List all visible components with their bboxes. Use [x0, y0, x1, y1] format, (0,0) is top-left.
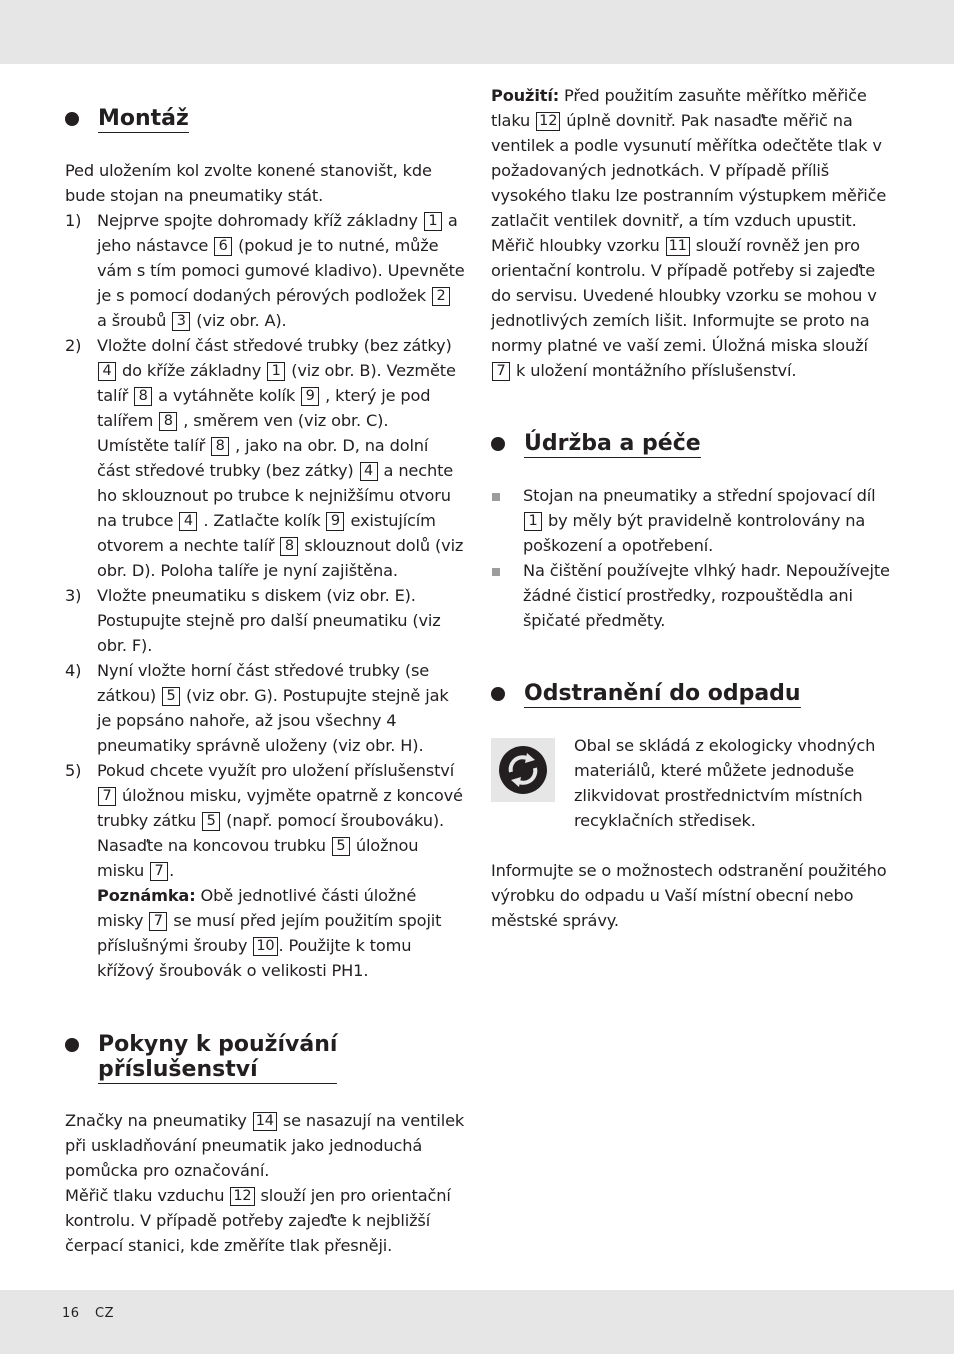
odpad-section [574, 733, 894, 833]
note-text: Obě jednotlivé části úložné misky 7 se musí před jejím použitím spojit příslušnými šrouby 10 . Použijte k tomu křížový šroubovák o velikosti PH1. [97, 886, 442, 980]
montaz-step: 4) Nyní vložte horní část středové trubky (se zátkou) 5 (viz obr. G). Postupujte stejně jak je popsáno nahoře, až jsou všechny 4 pneumatiky správně uloženy (viz obr. H). [65, 658, 465, 758]
language-code: CZ [95, 1306, 114, 1321]
step-number: 2) [65, 336, 82, 355]
part-number-box: 5 [202, 812, 220, 831]
montaz-step: 2) Vložte dolní část středové trubky (bez zátky) 4 do kříže základny 1 (viz obr. B). Vezměte talíř 8 a vytáhněte kolík 9 , který je pod talířem 8 , směrem ven (viz obr. C). Umístěte talíř 8 , jako na obr. D, na dolní část středové trubky (bez zátky) 4 a nechte ho sklouznout po trubce k nejnižšímu otvoru na trubce 4 . Zatlačte kolík 9 existujícím otvorem a nechte talíř 8 sklouznout dolů (viz obr. D). Poloha talíře je nyní zajištěna. [65, 333, 465, 583]
part-number-box: 7 [492, 362, 510, 381]
part-number-box: 9 [301, 387, 319, 406]
pouziti-paragraph: Použití: Před použitím zasuňte měřítko měřiče tlaku 12 úplně dovnitř. Pak nasaďte měřič na ventilek a podle vysunutí měřítka odečtěte tlak v požadovaných jednotkách. V případě příliš vysokého tlaku lze postranním výstupkem měřiče zatlačit ventilek dovnitř, a tím vzduch upustit. Měřič hloubky vzorku 11 slouží rovněž jen pro orientační kontrolu. V případě potřeby si zajeďte do servisu. Uvedené hloubky vzorku se mohou v jednotlivých zemích lišit. Informujte se proto na normy platné ve vaší zemi. Úložná miska slouží 7 k uložení montážního příslušenství. [491, 86, 887, 380]
udrzba-list [491, 483, 891, 633]
montaz-steps [65, 208, 465, 883]
part-number-box: 4 [360, 462, 378, 481]
part-number-box: 12 [536, 112, 560, 131]
part-number-box: 1 [267, 362, 285, 381]
montaz-section [65, 158, 465, 983]
part-number-box: 12 [230, 1187, 254, 1206]
bullet-dot [65, 1038, 79, 1052]
odpad-paragraph-1: Obal se skládá z ekologicky vhodných materiálů, které můžete jednoduše zlikvidovat prostřednictvím místních recyklačních středisek. [574, 736, 876, 830]
pokyny-paragraph-1: Značky na pneumatiky 14 se nasazují na ventilek při uskladňování pneumatik jako jednoduchá pomůcka pro označování. [65, 1111, 465, 1180]
part-number-box: 9 [326, 512, 344, 531]
part-number-box: 4 [98, 362, 116, 381]
odpad-paragraph-2: Informujte se o možnostech odstranění použitého výrobku do odpadu u Vaší místní obecní nebo městské správy. [491, 861, 887, 930]
square-bullet-icon [492, 568, 500, 576]
montaz-note [65, 883, 465, 983]
recycling-icon [491, 738, 555, 802]
part-number-box: 10 [253, 937, 277, 956]
note-label: Poznámka: [97, 886, 196, 905]
pokyny-section [65, 1108, 465, 1258]
odpad-section-2 [491, 858, 891, 933]
step-number: 1) [65, 211, 82, 230]
montaz-step: 1) Nejprve spojte dohromady kříž základny 1 a jeho nástavce 6 (pokud je to nutné, může vám s tím pomoci gumové kladivo). Upevněte je s pomocí dodaných pérových podložek 2 a šroubů 3 (viz obr. A). [65, 208, 465, 333]
bullet-dot [65, 112, 79, 126]
part-number-box: 5 [162, 687, 180, 706]
part-number-box: 11 [666, 237, 690, 256]
list-item: Na čištění používejte vlhký hadr. Nepoužívejte žádné čisticí prostředky, rozpouštědla ani špičaté předměty. [491, 558, 891, 633]
step-number: 3) [65, 586, 82, 605]
part-number-box: 2 [432, 287, 450, 306]
bullet-dot [491, 687, 505, 701]
part-number-box: 1 [524, 512, 542, 531]
part-number-box: 5 [332, 837, 350, 856]
part-number-box: 7 [150, 862, 168, 881]
pouziti-label: Použití: [491, 86, 560, 105]
part-number-box: 3 [172, 312, 190, 331]
part-number-box: 8 [134, 387, 152, 406]
bottom-bar [0, 1290, 954, 1354]
top-bar [0, 0, 954, 64]
bullet-dot [491, 437, 505, 451]
pokyny-paragraph-2: Měřič tlaku vzduchu 12 slouží jen pro orientační kontrolu. V případě potřeby zajeďte k nejbližší čerpací stanici, kde změříte tlak přesněji. [65, 1186, 451, 1255]
montaz-intro: Ped uložením kol zvolte konené stanovišt, kde bude stojan na pneumatiky stát. [65, 161, 432, 205]
part-number-box: 14 [253, 1112, 277, 1131]
part-number-box: 4 [179, 512, 197, 531]
part-number-box: 7 [149, 912, 167, 931]
montaz-step: 5) Pokud chcete využít pro uložení příslušenství 7 úložnou misku, vyjměte opatrně z koncové trubky zátku 5 (např. pomocí šroubováku). Nasaďte na koncovou trubku 5 úložnou misku 7 . [65, 758, 465, 883]
list-item: Stojan na pneumatiky a střední spojovací díl 1 by měly být pravidelně kontrolovány na poškození a opotřebení. [491, 483, 891, 558]
part-number-box: 8 [280, 537, 298, 556]
montaz-step: 3) Vložte pneumatiku s diskem (viz obr. E). Postupujte stejně pro další pneumatiku (viz obr. F). [65, 583, 465, 658]
square-bullet-icon [492, 493, 500, 501]
part-number-box: 8 [159, 412, 177, 431]
step-number: 4) [65, 661, 82, 680]
pouziti-section [491, 83, 891, 383]
part-number-box: 8 [211, 437, 229, 456]
step-number: 5) [65, 761, 82, 780]
part-number-box: 7 [98, 787, 116, 806]
part-number-box: 1 [424, 212, 442, 231]
page-number: 16 [62, 1306, 80, 1321]
part-number-box: 6 [214, 237, 232, 256]
